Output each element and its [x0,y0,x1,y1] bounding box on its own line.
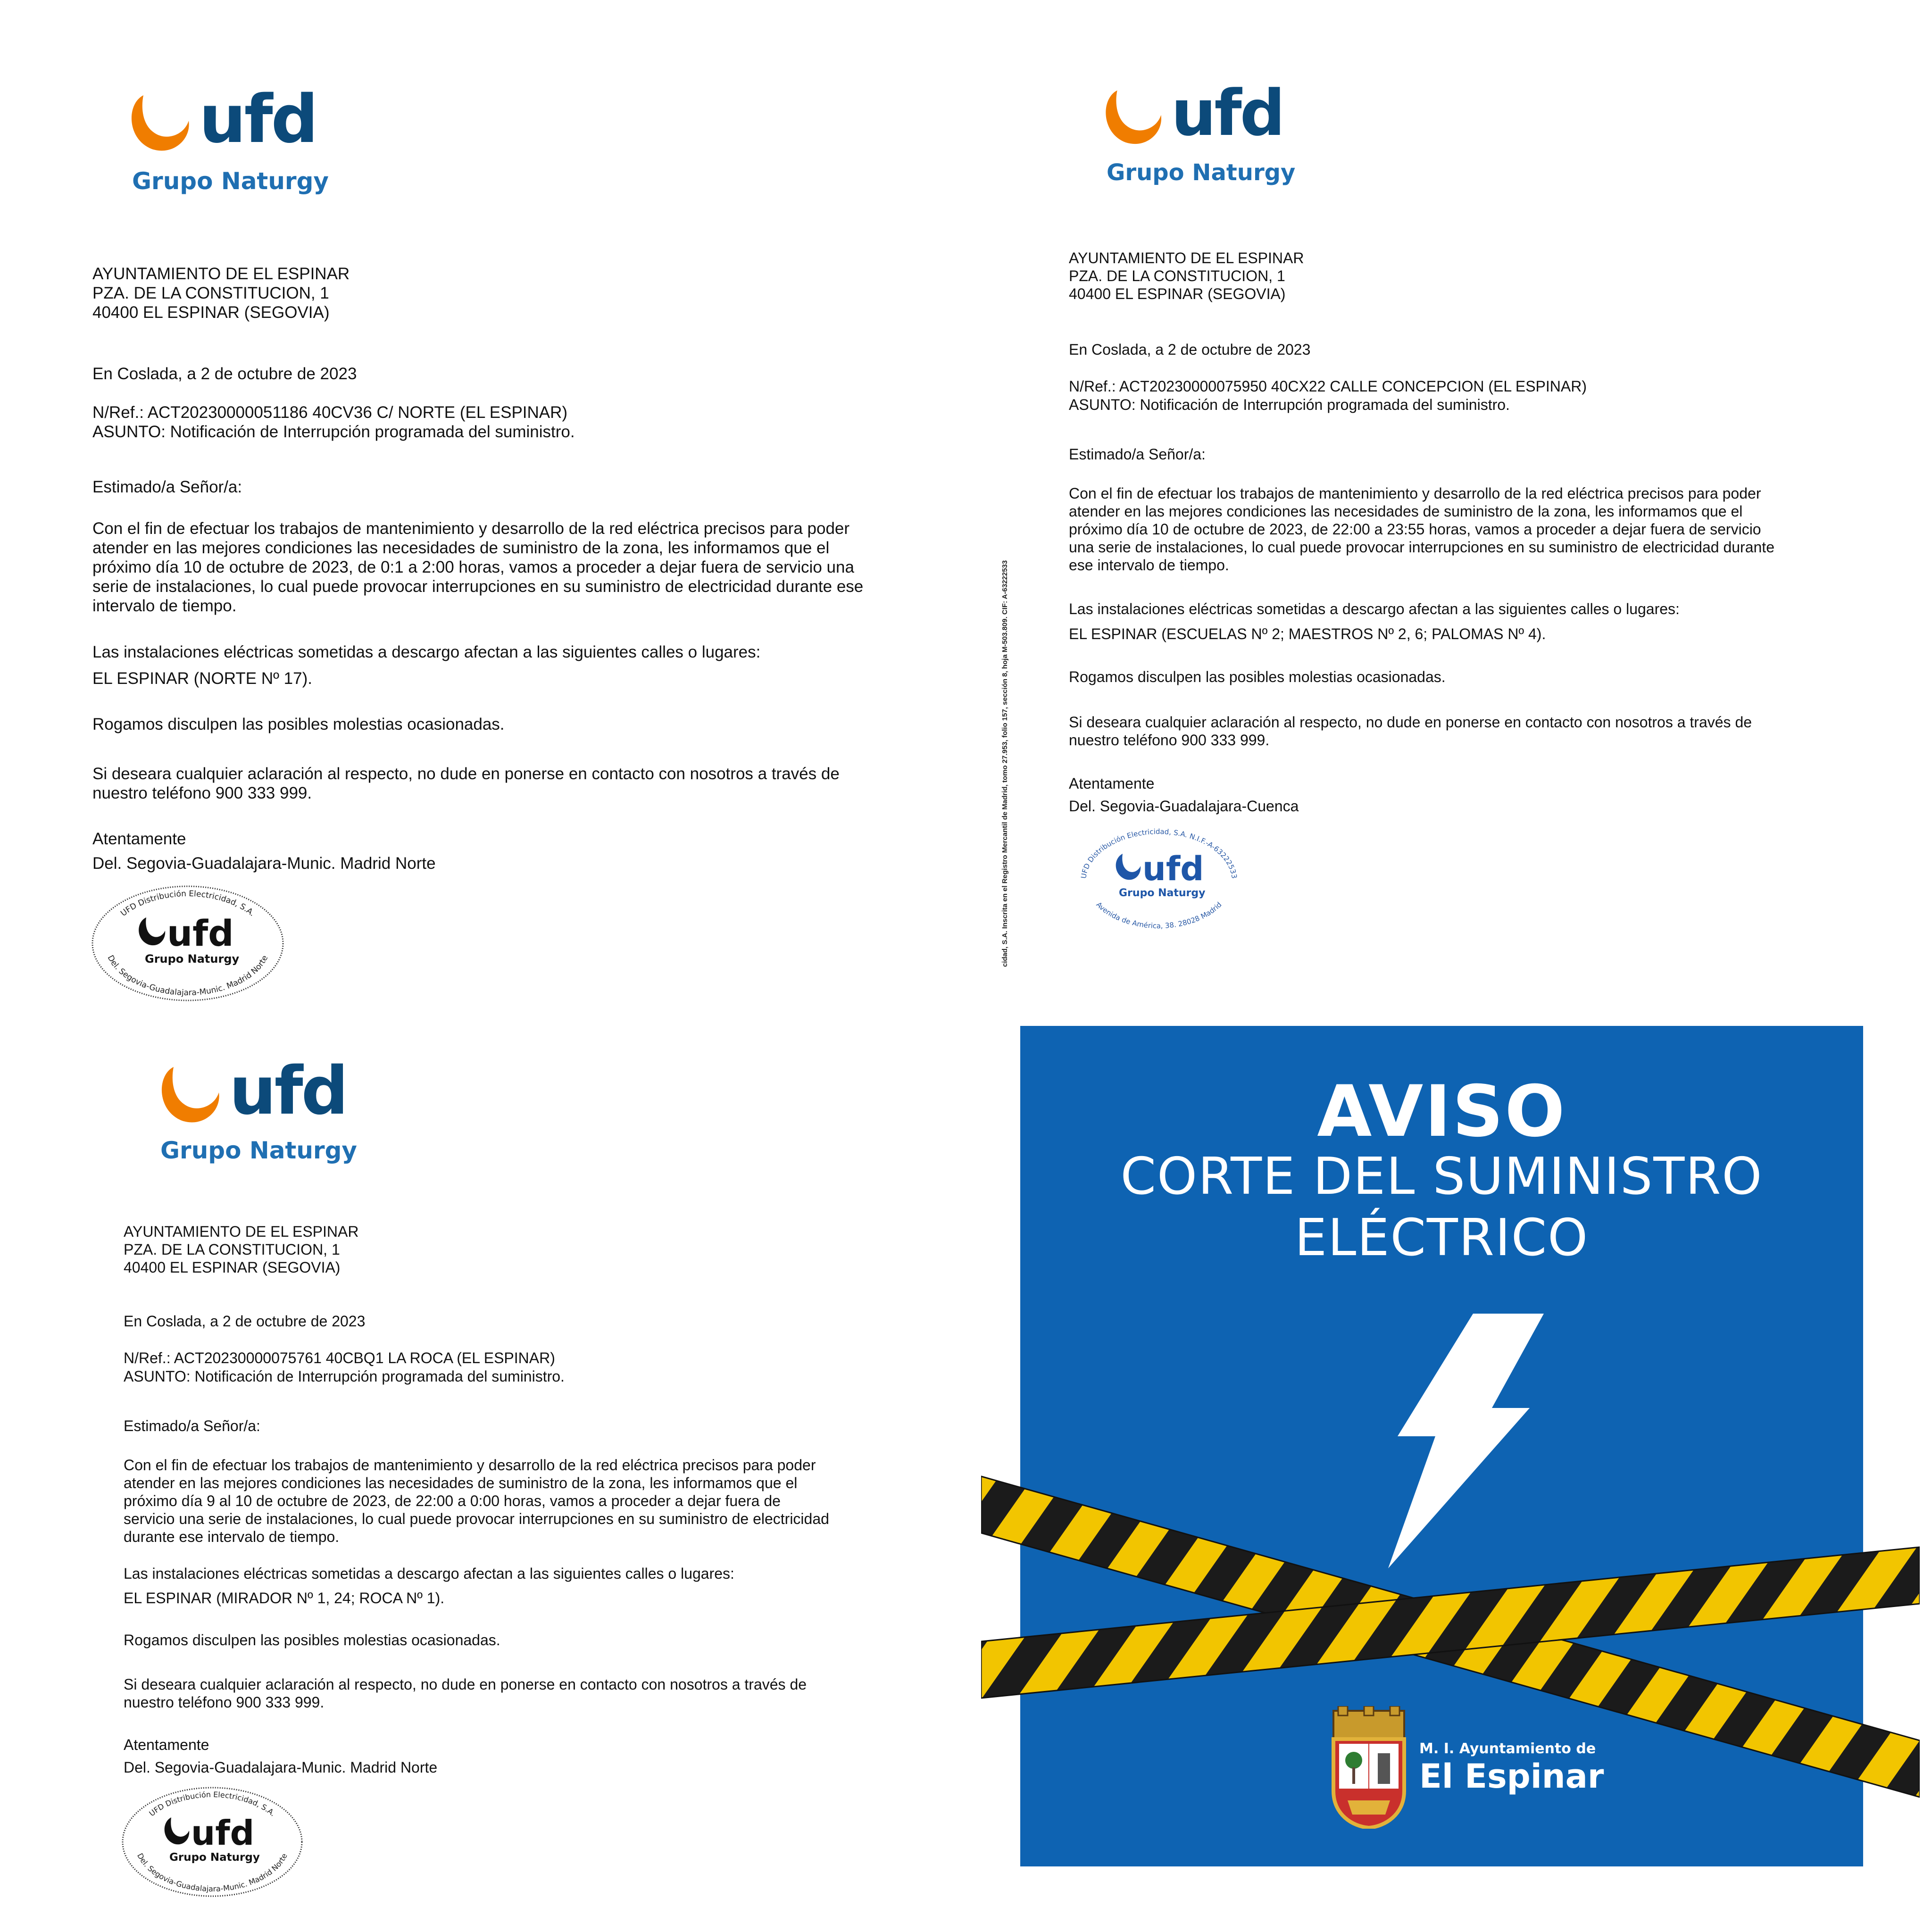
grupo-naturgy-text: Grupo Naturgy [132,167,329,195]
greeting: Estimado/a Señor/a: [92,478,242,496]
registry-margin-note: cidad, S.A. Inscrita en el Registro Mercantil de Madrid, tomo 27.953, folio 157, sección 8, hoja M-503.809. CIF: A-63222533 [1001,560,1009,967]
letter-date: En Coslada, a 2 de octubre de 2023 [92,365,357,383]
company-stamp [120,1785,304,1899]
recipient-line: 40400 EL ESPINAR (SEGOVIA) [92,303,330,322]
ufd-logo [124,81,329,203]
recipient-line: AYUNTAMIENTO DE EL ESPINAR [1069,250,1304,266]
body-line: Con el fin de efectuar los trabajos de mantenimiento y desarrollo de la red eléctrica precisos para poder [1069,485,1761,502]
closing: Atentamente [92,830,186,848]
contact-paragraph [1069,713,1752,749]
stamp-group-text: Grupo Naturgy [145,952,240,966]
poster-subtitle-line-2: ELÉCTRICO [1294,1208,1589,1267]
ufd-crescent-icon [1098,85,1166,153]
ufd-wordmark: ufd [1171,76,1283,150]
greeting: Estimado/a Señor/a: [124,1417,260,1434]
stamp-ufd-text: ufd [191,1813,255,1853]
ufd-logo [154,1053,357,1174]
body-paragraph [92,519,863,616]
ufd-crescent-icon [124,90,194,160]
ayuntamiento-prefix: M. I. Ayuntamiento de [1419,1740,1596,1757]
closing: Atentamente [124,1736,209,1753]
stamp-ufd-text: ufd [167,912,234,954]
stamp-bottom-text: Del. Segovia-Guadalajara-Munic. Madrid Norte [135,1851,289,1894]
affected-streets: EL ESPINAR (ESCUELAS Nº 2; MAESTROS Nº 2, 6; PALOMAS Nº 4). [1069,625,1546,642]
contact-line: Si deseara cualquier aclaración al respecto, no dude en ponerse en contacto con nosotros a través de [1069,714,1752,731]
recipient-line: 40400 EL ESPINAR (SEGOVIA) [124,1259,341,1276]
body-line: ese intervalo de tiempo. [1069,557,1229,574]
recipient-block [1069,249,1304,303]
ayuntamiento-name: El Espinar [1419,1757,1604,1796]
caution-tape [981,1453,1920,1830]
contact-line: Si deseara cualquier aclaración al respecto, no dude en ponerse en contacto con nosotros a través de [92,765,840,783]
apology: Rogamos disculpen las posibles molestias ocasionadas. [1069,668,1446,685]
recipient-block [92,264,350,322]
recipient-line: AYUNTAMIENTO DE EL ESPINAR [92,265,350,283]
contact-line: nuestro teléfono 900 333 999. [92,784,312,802]
subject: ASUNTO: Notificación de Interrupción programada del suministro. [92,423,575,441]
body-line: serie de instalaciones, lo cual puede provocar interrupciones en su suministro de electricidad durante ese [92,577,864,596]
stamp-top-text: UFD Distribución Electricidad, S.A. N.I.F.-A-63222533 [1079,827,1239,879]
body-line: servicio una serie de instalaciones, lo cual puede provocar interrupciones en su suministro de electricidad [124,1510,829,1527]
reference: N/Ref.: ACT20230000075761 40CBQ1 LA ROCA (EL ESPINAR) [124,1349,555,1366]
body-line: una serie de instalaciones, lo cual puede provocar interrupciones en su suministro de electricidad durante [1069,539,1774,556]
body-paragraph [1069,484,1774,574]
body-line: Con el fin de efectuar los trabajos de mantenimiento y desarrollo de la red eléctrica precisos para poder [92,519,850,538]
contact-line: nuestro teléfono 900 333 999. [124,1694,325,1711]
body-line: durante ese intervalo de tiempo. [124,1528,340,1545]
stamp-group-text: Grupo Naturgy [169,1851,260,1864]
recipient-line: PZA. DE LA CONSTITUCION, 1 [92,284,329,302]
ufd-crescent-icon [154,1061,225,1132]
stamp-top-text: UFD Distribución Electricidad, S.A. [119,889,257,918]
affected-intro: Las instalaciones eléctricas sometidas a descargo afectan a las siguientes calles o lugares: [92,643,761,661]
apology: Rogamos disculpen las posibles molestias ocasionadas. [124,1632,500,1649]
body-line: próximo día 10 de octubre de 2023, de 22:00 a 23:55 horas, vamos a proceder a dejar fuera de servicio [1069,521,1761,538]
affected-streets: EL ESPINAR (MIRADOR Nº 1, 24; ROCA Nº 1). [124,1590,445,1607]
stamp-ufd-text: ufd [1142,849,1204,888]
ufd-wordmark: ufd [199,81,316,158]
recipient-line: PZA. DE LA CONSTITUCION, 1 [1069,267,1285,284]
stamp-group-text: Grupo Naturgy [1119,887,1206,899]
ufd-logo [1098,76,1296,193]
company-stamp [1067,820,1251,938]
contact-paragraph [92,764,840,803]
company-stamp [91,884,285,1002]
body-line: atender en las mejores condiciones las necesidades de suministro de la zona, les informamos que el [124,1474,798,1491]
signature: Del. Segovia-Guadalajara-Munic. Madrid Norte [124,1759,438,1776]
letter-date: En Coslada, a 2 de octubre de 2023 [124,1313,366,1330]
body-paragraph [124,1456,829,1546]
contact-line: Si deseara cualquier aclaración al respecto, no dude en ponerse en contacto con nosotros a través de [124,1676,807,1693]
affected-intro: Las instalaciones eléctricas sometidas a descargo afectan a las siguientes calles o lugares: [124,1565,734,1582]
signature: Del. Segovia-Guadalajara-Cuenca [1069,798,1299,815]
grupo-naturgy-text: Grupo Naturgy [160,1137,357,1164]
recipient-line: AYUNTAMIENTO DE EL ESPINAR [124,1223,359,1240]
stamp-top-text: UFD Distribución Electricidad, S.A. [147,1790,277,1818]
stamp-bottom-text: Avenida de América, 38. 28028 Madrid [1094,900,1224,931]
recipient-line: PZA. DE LA CONSTITUCION, 1 [124,1241,340,1258]
body-line: próximo día 9 al 10 de octubre de 2023, de 22:00 a 0:00 horas, vamos a proceder a dejar fuera de [124,1492,781,1509]
signature: Del. Segovia-Guadalajara-Munic. Madrid Norte [92,854,436,873]
poster-title: AVISO [1317,1071,1566,1153]
stamp-bottom-text: Del. Segovia-Guadalajara-Munic. Madrid Norte [105,953,270,998]
closing: Atentamente [1069,775,1155,792]
subject: ASUNTO: Notificación de Interrupción programada del suministro. [1069,396,1510,413]
reference: N/Ref.: ACT20230000075950 40CX22 CALLE CONCEPCION (EL ESPINAR) [1069,378,1587,395]
affected-streets: EL ESPINAR (NORTE Nº 17). [92,669,312,688]
contact-paragraph [124,1675,807,1711]
greeting: Estimado/a Señor/a: [1069,446,1206,463]
apology: Rogamos disculpen las posibles molestias ocasionadas. [92,715,505,733]
ufd-wordmark: ufd [229,1053,347,1130]
body-line: atender en las mejores condiciones las necesidades de suministro de la zona, les informamos que el [1069,503,1743,520]
recipient-block [124,1223,358,1276]
affected-intro: Las instalaciones eléctricas sometidas a descargo afectan a las siguientes calles o lugares: [1069,600,1680,617]
poster-subtitle-line-1: CORTE DEL SUMINISTRO [1120,1147,1763,1206]
recipient-line: 40400 EL ESPINAR (SEGOVIA) [1069,285,1286,302]
svg-text:Avenida de América, 38. 28028 [1094,900,1223,930]
body-line: atender en las mejores condiciones las necesidades de suministro de la zona, les informamos que el [92,539,830,557]
grupo-naturgy-text: Grupo Naturgy [1107,159,1296,186]
subject: ASUNTO: Notificación de Interrupción programada del suministro. [124,1368,565,1385]
body-line: Con el fin de efectuar los trabajos de mantenimiento y desarrollo de la red eléctrica precisos para poder [124,1457,816,1474]
body-line: intervalo de tiempo. [92,597,237,615]
contact-line: nuestro teléfono 900 333 999. [1069,732,1270,749]
body-line: próximo día 10 de octubre de 2023, de 0:1 a 2:00 horas, vamos a proceder a dejar fuera de servicio una [92,558,854,576]
letter-date: En Coslada, a 2 de octubre de 2023 [1069,341,1311,358]
reference: N/Ref.: ACT20230000051186 40CV36 C/ NORTE (EL ESPINAR) [92,403,568,422]
